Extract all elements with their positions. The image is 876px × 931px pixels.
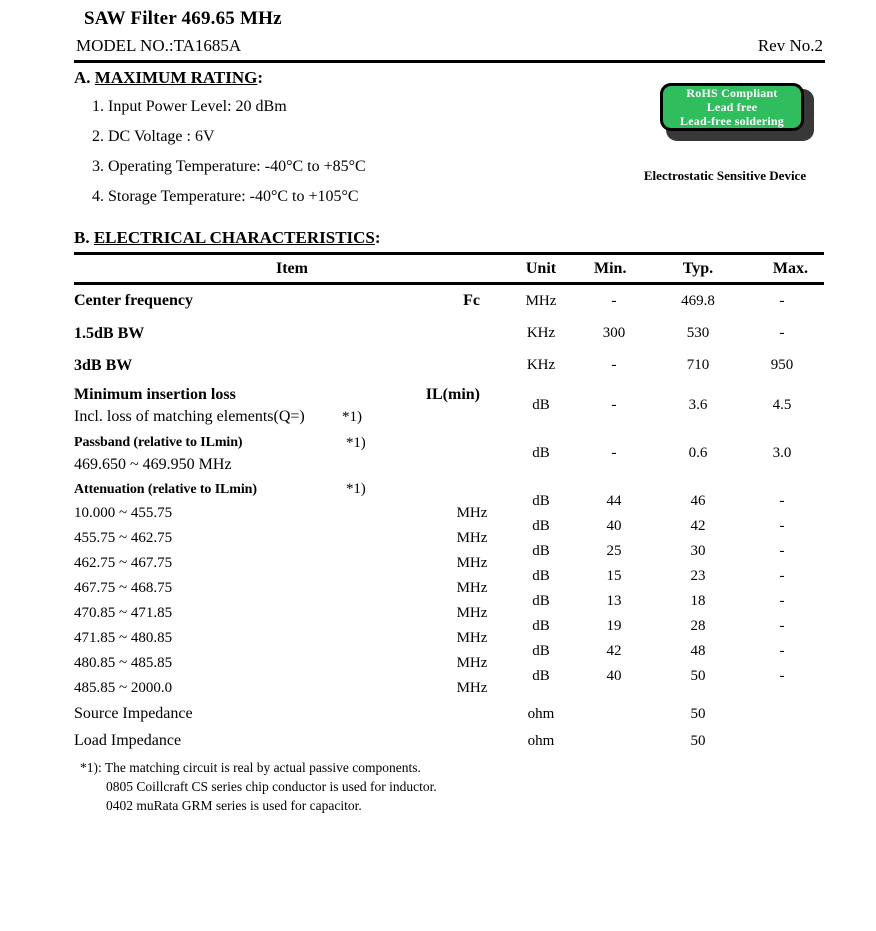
attenuation-band-row xyxy=(74,676,510,701)
table-row xyxy=(74,318,824,350)
cell-min: 44 xyxy=(606,493,622,509)
page-title: SAW Filter 469.65 MHz xyxy=(84,8,282,29)
cell-max: - xyxy=(779,668,785,684)
column-header-min: Min. xyxy=(572,254,656,284)
list-item: 2. DC Voltage : 6V xyxy=(92,128,215,145)
attenuation-band-row xyxy=(74,601,510,626)
attenuation-max-cell xyxy=(740,478,824,701)
section-a-colon: : xyxy=(257,68,264,87)
column-header-item: Item xyxy=(74,254,510,284)
list-item: 3. Operating Temperature: -40°C to +85°C xyxy=(92,158,366,175)
rohs-line-3: Lead-free soldering xyxy=(680,114,784,128)
cell-min: 40 xyxy=(606,518,622,534)
cell-typ: 3.6 xyxy=(688,397,708,413)
cell-max: - xyxy=(779,618,785,634)
cell-unit: ohm xyxy=(527,705,555,722)
footnote-line-2: 0805 Coillcraft CS series chip conductor is used for inductor. xyxy=(106,779,437,794)
footnote-block xyxy=(80,758,640,815)
attenuation-band-row xyxy=(74,651,510,676)
row-label-passband xyxy=(74,430,510,478)
cell-value-merged: 50 xyxy=(690,705,706,722)
column-header-unit: Unit xyxy=(510,254,572,284)
footnote-line-3: 0402 muRata GRM series is used for capacitor. xyxy=(106,798,362,813)
cell-min: 19 xyxy=(606,618,622,634)
attenuation-range: 10.000 ~ 455.75 xyxy=(74,504,173,521)
attenuation-range: 455.75 ~ 462.75 xyxy=(74,529,173,546)
cell-min: 40 xyxy=(606,668,622,684)
attenuation-range-unit: MHz xyxy=(456,679,488,696)
table-row xyxy=(74,430,824,478)
model-line xyxy=(74,36,825,58)
cell-unit: dB xyxy=(532,593,550,609)
footnote-marker: *1) xyxy=(342,408,362,425)
attenuation-range: 480.85 ~ 485.85 xyxy=(74,654,173,671)
cell-max: - xyxy=(779,568,785,584)
table-row xyxy=(74,701,824,728)
section-a-letter: A. xyxy=(74,68,91,87)
maximum-rating-list xyxy=(92,92,512,212)
insertion-loss-label-bottom: Incl. loss of matching elements(Q=) xyxy=(74,407,305,425)
cell-min: - xyxy=(611,397,617,413)
table-row xyxy=(74,728,824,755)
table-row xyxy=(74,382,824,430)
cell-max: - xyxy=(779,643,785,659)
section-a-title: MAXIMUM RATING xyxy=(94,68,258,87)
cell-unit: dB xyxy=(532,445,550,461)
list-item: 4. Storage Temperature: -40°C to +105°C xyxy=(92,188,359,205)
attenuation-range-unit: MHz xyxy=(456,604,488,621)
insertion-loss-label-top: Minimum insertion loss xyxy=(74,385,236,403)
cell-typ: 48 xyxy=(690,643,706,659)
cell-min: 300 xyxy=(602,325,626,341)
rohs-line-1: RoHS Compliant xyxy=(686,86,778,100)
section-b-letter: B. xyxy=(74,228,90,247)
section-b-colon: : xyxy=(374,228,381,247)
cell-typ: 18 xyxy=(690,593,706,609)
cell-min: 15 xyxy=(606,568,622,584)
cell-value-merged: 50 xyxy=(690,732,706,749)
attenuation-range-unit: MHz xyxy=(456,579,488,596)
attenuation-band-row xyxy=(74,576,510,601)
cell-typ: 28 xyxy=(690,618,706,634)
cell-unit: dB xyxy=(532,618,550,634)
attenuation-item-cell xyxy=(74,478,510,701)
cell-unit: dB xyxy=(532,518,550,534)
row-label-1-5db-bw: 1.5dB BW xyxy=(74,324,145,342)
attenuation-band-row xyxy=(74,526,510,551)
column-header-max: Max. xyxy=(740,254,824,284)
cell-unit: KHz xyxy=(526,357,556,373)
footnote-line-1: *1): The matching circuit is real by actual passive components. xyxy=(80,760,421,775)
cell-unit: dB xyxy=(532,668,550,684)
row-label-load-impedance: Load Impedance xyxy=(74,732,182,749)
section-a-heading xyxy=(74,68,263,88)
attenuation-range: 467.75 ~ 468.75 xyxy=(74,579,173,596)
electrical-characteristics-table xyxy=(74,252,824,755)
cell-max: - xyxy=(779,325,785,341)
cell-typ: 46 xyxy=(690,493,706,509)
cell-unit: dB xyxy=(532,543,550,559)
header-divider xyxy=(74,60,825,63)
cell-min: 25 xyxy=(606,543,622,559)
cell-unit: dB xyxy=(532,643,550,659)
column-header-typ: Typ. xyxy=(656,254,740,284)
passband-label-top: Passband (relative to ILmin) xyxy=(74,434,243,450)
attenuation-range-unit: MHz xyxy=(456,529,488,546)
cell-typ: 23 xyxy=(690,568,706,584)
cell-unit: dB xyxy=(532,568,550,584)
cell-typ: 42 xyxy=(690,518,706,534)
row-label-source-impedance: Source Impedance xyxy=(74,705,193,722)
cell-max: - xyxy=(779,493,785,509)
cell-unit: dB xyxy=(532,397,550,413)
attenuation-range-unit: MHz xyxy=(456,504,488,521)
table-row-attenuation xyxy=(74,478,824,701)
cell-typ: 30 xyxy=(690,543,706,559)
row-label-3db-bw: 3dB BW xyxy=(74,356,133,374)
attenuation-range: 471.85 ~ 480.85 xyxy=(74,629,173,646)
cell-max: - xyxy=(779,518,785,534)
row-label-insertion-loss xyxy=(74,382,510,430)
attenuation-band-row xyxy=(74,626,510,651)
cell-min: - xyxy=(611,357,617,373)
attenuation-band-row xyxy=(74,501,510,526)
cell-min: 42 xyxy=(606,643,622,659)
revision-number: Rev No.2 xyxy=(757,36,823,55)
row-label-center-frequency: Center frequency Fc xyxy=(74,292,480,310)
cell-max: 950 xyxy=(770,357,794,373)
attenuation-band-row xyxy=(74,551,510,576)
rohs-badge-body xyxy=(660,83,804,131)
section-b-heading xyxy=(74,228,381,248)
cell-typ: 530 xyxy=(686,325,710,341)
attenuation-heading: Attenuation (relative to ILmin) xyxy=(74,481,257,497)
cell-unit: KHz xyxy=(526,325,556,341)
footnote-marker: *1) xyxy=(346,434,366,451)
cell-min: - xyxy=(611,445,617,461)
passband-label-bottom: 469.650 ~ 469.950 MHz xyxy=(74,455,232,473)
cell-max: - xyxy=(779,593,785,609)
section-b-title: ELECTRICAL CHARACTERISTICS xyxy=(93,228,375,247)
attenuation-typ-cell xyxy=(656,478,740,701)
cell-unit: ohm xyxy=(527,732,555,749)
table-row xyxy=(74,350,824,382)
model-number: MODEL NO.:TA1685A xyxy=(76,36,242,55)
attenuation-range: 485.85 ~ 2000.0 xyxy=(74,679,173,696)
cell-max: 3.0 xyxy=(772,445,792,461)
table-header-row xyxy=(74,254,824,284)
cell-typ: 710 xyxy=(686,357,710,373)
list-item: 1. Input Power Level: 20 dBm xyxy=(92,98,287,115)
table-row xyxy=(74,284,824,318)
esd-notice: Electrostatic Sensitive Device xyxy=(643,168,807,183)
attenuation-min-cell xyxy=(572,478,656,701)
rohs-badge xyxy=(660,83,820,143)
cell-max: 4.5 xyxy=(772,397,792,413)
attenuation-unit-cell xyxy=(510,478,572,701)
symbol-il-min: IL(min) xyxy=(425,385,480,403)
footnote-marker: *1) xyxy=(346,480,366,497)
cell-min: - xyxy=(611,292,617,309)
cell-unit: dB xyxy=(532,493,550,509)
cell-typ: 50 xyxy=(690,668,706,684)
cell-typ: 0.6 xyxy=(688,445,708,461)
cell-typ: 469.8 xyxy=(681,292,715,309)
symbol-fc: Fc xyxy=(463,292,480,310)
cell-min: 13 xyxy=(606,593,622,609)
attenuation-range-unit: MHz xyxy=(456,629,488,646)
attenuation-range: 462.75 ~ 467.75 xyxy=(74,554,173,571)
cell-max: - xyxy=(779,292,785,309)
cell-max: - xyxy=(779,543,785,559)
attenuation-range-unit: MHz xyxy=(456,654,488,671)
attenuation-range: 470.85 ~ 471.85 xyxy=(74,604,173,621)
rohs-line-2: Lead free xyxy=(706,100,758,114)
cell-unit: MHz xyxy=(525,292,557,309)
attenuation-range-unit: MHz xyxy=(456,554,488,571)
